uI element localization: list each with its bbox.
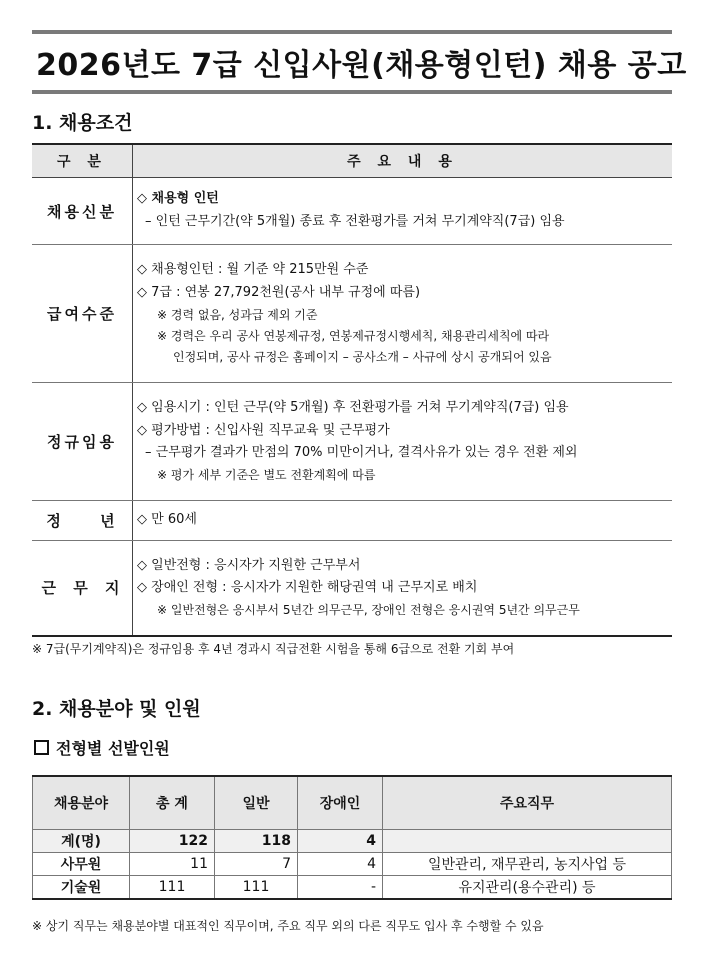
condition-line: ◇ 만 60세	[137, 512, 197, 528]
section2-footnote: ※ 상기 직무는 채용분야별 대표적인 직무이며, 주요 직무 외의 다른 직무도 입사 후 수행할 수 있음	[32, 919, 544, 933]
section2-subheading	[34, 736, 170, 759]
section1-heading: 1. 채용조건	[32, 112, 133, 134]
condition-line: ◇ 채용형 인턴	[137, 191, 219, 207]
section1-footnote: ※ 7급(무기계약직)은 정규임용 후 4년 경과시 직급전환 시험을 통해 6급으로 전환 기회 부여	[32, 642, 515, 656]
header-content: 주 요 내 용	[133, 144, 673, 178]
checkbox-square-icon	[34, 740, 49, 755]
condition-content	[133, 178, 673, 245]
condition-category: 근 무 지	[32, 541, 133, 636]
cell-disabled: 4	[298, 853, 383, 876]
header-disabled: 장애인	[298, 776, 383, 830]
conditions-header-row	[32, 144, 672, 178]
title-rule-bottom	[32, 90, 672, 94]
cell-general: 7	[215, 853, 298, 876]
condition-row-status	[32, 178, 672, 245]
condition-line: ※ 일반전형은 응시부서 5년간 의무근무, 장애인 전형은 응시권역 5년간 의무근무	[157, 603, 580, 617]
condition-line: 인정되며, 공사 규정은 홈페이지 – 공사소개 – 사규에 상시 공개되어 있음	[173, 349, 552, 364]
table-row	[33, 830, 672, 853]
condition-line: ※ 경력은 우리 공사 연봉제규정, 연봉제규정시행세칙, 채용관리세칙에 따라	[157, 328, 550, 343]
cell-field: 사무원	[33, 853, 130, 876]
header-field: 채용분야	[33, 776, 130, 830]
cell-general: 111	[215, 876, 298, 900]
cell-duty	[383, 830, 672, 853]
header-total: 총 계	[130, 776, 215, 830]
header-category: 구 분	[32, 144, 133, 178]
cell-total: 111	[130, 876, 215, 900]
table-row	[33, 853, 672, 876]
header-general: 일반	[215, 776, 298, 830]
condition-line: ◇ 장애인 전형 : 응시자가 지원한 해당권역 내 근무지로 배치	[137, 580, 478, 596]
condition-content	[133, 383, 673, 501]
condition-row-regular	[32, 383, 672, 501]
condition-line: ◇ 7급 : 연봉 27,792천원(공사 내부 규정에 따름)	[137, 285, 421, 300]
condition-line: – 근무평가 결과가 만점의 70% 미만이거나, 결격사유가 있는 경우 전환 제외	[145, 445, 578, 461]
cell-duty: 일반관리, 재무관리, 농지사업 등	[383, 853, 672, 876]
condition-category: 정 년	[32, 501, 133, 541]
subheading-label: 전형별 선발인원	[56, 739, 170, 758]
cell-field: 계(명)	[33, 830, 130, 853]
recruitment-header-row	[33, 776, 672, 830]
cell-disabled: 4	[298, 830, 383, 853]
condition-line: ◇ 평가방법 : 신입사원 직무교육 및 근무평가	[137, 422, 390, 438]
condition-content	[133, 501, 673, 541]
condition-line: ◇ 임용시기 : 인턴 근무(약 5개월) 후 전환평가를 거쳐 무기계약직(7급) 임용	[137, 399, 569, 415]
condition-line: ※ 평가 세부 기준은 별도 전환계획에 따름	[157, 468, 376, 483]
cell-total: 122	[130, 830, 215, 853]
condition-line: ◇ 일반전형 : 응시자가 지원한 근무부서	[137, 557, 361, 573]
condition-line: ◇ 채용형인턴 : 월 기준 약 215만원 수준	[137, 262, 369, 278]
condition-line: ※ 경력 없음, 성과급 제외 기준	[157, 307, 318, 322]
cell-duty: 유지관리(용수관리) 등	[383, 876, 672, 900]
condition-row-retirement	[32, 501, 672, 541]
condition-row-workplace	[32, 541, 672, 636]
condition-category: 채용신분	[32, 178, 133, 245]
condition-category: 정규임용	[32, 383, 133, 501]
cell-field: 기술원	[33, 876, 130, 900]
condition-content	[133, 541, 673, 636]
cell-general: 118	[215, 830, 298, 853]
cell-total: 11	[130, 853, 215, 876]
page-title: 2026년도 7급 신입사원(채용형인턴) 채용 공고	[36, 48, 687, 83]
condition-content	[133, 245, 673, 383]
conditions-table	[32, 143, 672, 637]
header-duty: 주요직무	[383, 776, 672, 830]
cell-disabled: -	[298, 876, 383, 900]
condition-category: 급여수준	[32, 245, 133, 383]
title-block	[32, 30, 687, 94]
condition-line: – 인턴 근무기간(약 5개월) 종료 후 전환평가를 거쳐 무기계약직(7급) 임용	[145, 214, 565, 229]
condition-row-salary	[32, 245, 672, 383]
recruitment-table	[32, 775, 672, 900]
section2-heading: 2. 채용분야 및 인원	[32, 698, 201, 720]
table-row	[33, 876, 672, 900]
